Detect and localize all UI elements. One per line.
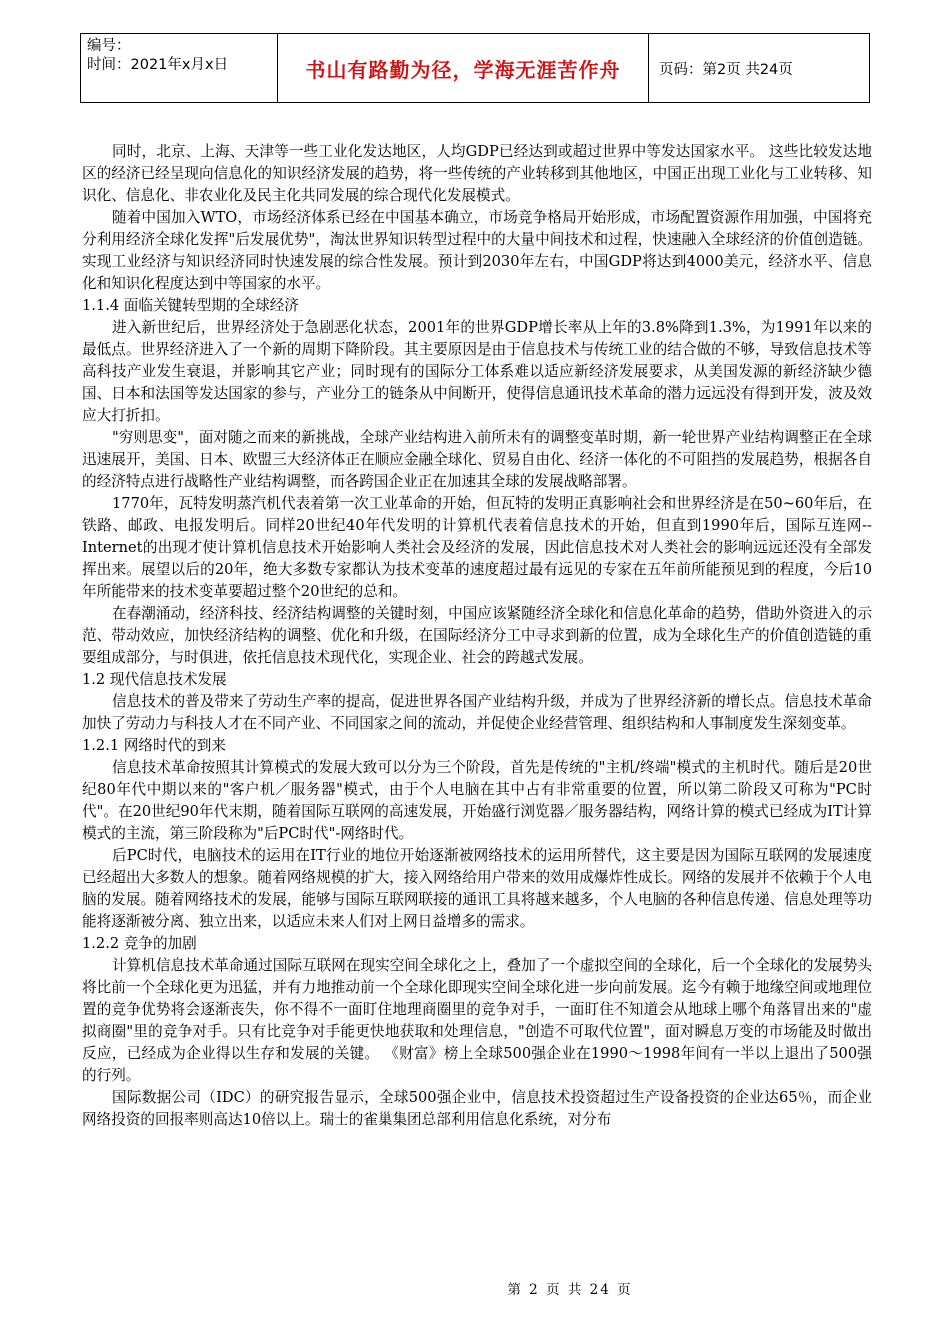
paragraph: 同时，北京、上海、天津等一些工业化发达地区，人均GDP已经达到或超过世界中等发达国家水平。 这些比较发达地区的经济已经呈现向信息化的知识经济发展的趋势，将一些传统的产业转移到其他地区，中国正出现工业化与工业转移、知识化、信息化、非农业化及民主化共同发展的综合现代化发展模式。 (82, 143, 872, 204)
header-meta (81, 34, 278, 102)
paragraph: 信息技术革命按照其计算模式的发展大致可以分为三个阶段，首先是传统的"主机/终端"模式的主机时代。随后是20世纪80年代中期以来的"客户机／服务器"模式，由于个人电脑在其中占有非常重要的位置，所以第二阶段又可称为"PC时代"。在20世纪90年代末期，随着国际互联网的高速发展，开始盛行浏览器／服务器结构，网络计算的模式已经成为IT计算模式的主流，第三阶段称为"后PC时代"-网络时代。 (82, 759, 872, 842)
paragraph: 随着中国加入WTO，市场经济体系已经在中国基本确立，市场竞争格局开始形成，市场配置资源作用加强，中国将充分利用经济全球化发挥"后发展优势"，淘汰世界知识转型过程中的大量中间技术和过程，快速融入全球经济的价值创造链。实现工业经济与知识经济同时快速发展的综合性发展。预计到2030年左右，中国GDP将达到4000美元，经济水平、信息化和知识化程度达到中等国家的水平。 (82, 209, 872, 292)
header-page-info: 页码：第2页 共24页 (659, 61, 793, 78)
document-body (82, 141, 872, 1131)
section-heading: 1.2.2 竞争的加剧 (82, 935, 197, 952)
paragraph: 进入新世纪后，世界经济处于急剧恶化状态，2001年的世界GDP增长率从上年的3.8%降到1.3%，为1991年以来的最低点。世界经济进入了一个新的周期下降阶段。其主要原因是由于信息技术与传统工业的结合做的不够，导致信息技术等高科技产业发生衰退，并影响其它产业；同时现有的国际分工体系难以适应新经济发展要求，从美国发源的新经济缺少德国、日本和法国等发达国家的参与，产业分工的链条从中间断开，使得信息通讯技术革命的潜力远远没有得到开发，波及效应大打折扣。 (82, 319, 872, 424)
paragraph: "穷则思变"，面对随之而来的新挑战，全球产业结构进入前所未有的调整变革时期，新一轮世界产业结构调整正在全球迅速展开，美国、日本、欧盟三大经济体正在顺应金融全球化、贸易自由化、经济一体化的不可阻挡的发展趋势，根据各自的经济特点进行战略性产业结构调整，而各跨国企业正在加速其全球的发展战略部署。 (82, 429, 872, 490)
paragraph: 在春潮涌动，经济科技、经济结构调整的关键时刻，中国应该紧随经济全球化和信息化革命的趋势，借助外资进入的示范、带动效应，加快经济结构的调整、优化和升级，在国际经济分工中寻求到新的位置，成为全球化生产的价值创造链的重要组成部分，与时俱进，依托信息技术现代化，实现企业、社会的跨越式发展。 (82, 605, 872, 666)
paragraph: 计算机信息技术革命通过国际互联网在现实空间全球化之上，叠加了一个虚拟空间的全球化，后一个全球化的发展势头将比前一个全球化更为迅猛，并有力地推动前一个全球化即现实空间全球化进一步向前发展。迄今有赖于地缘空间或地理位置的竞争优势将会逐渐丧失，你不得不一面盯住地理商圈里的竞争对手，一面盯住不知道会从地球上哪个角落冒出来的"虚拟商圈"里的竞争对手。只有比竞争对手能更快地获取和处理信息，"创造不可取代位置"，面对瞬息万变的市场能及时做出反应，已经成为企业得以生存和发展的关键。 《财富》榜上全球500强企业在1990～1998年间有一半以上退出了500强的行列。 (82, 957, 872, 1084)
section-heading: 1.2 现代信息技术发展 (82, 671, 227, 688)
paragraph: 国际数据公司（IDC）的研究报告显示，全球500强企业中，信息技术投资超过生产设备投资的企业达65％，而企业网络投资的回报率则高达10倍以上。瑞士的雀巢集团总部利用信息化系统，对分布 (82, 1089, 872, 1128)
serial-label: 编号： (87, 38, 131, 54)
paragraph: 1770年，瓦特发明蒸汽机代表着第一次工业革命的开始，但瓦特的发明正真影响社会和世界经济是在50~60年后，在铁路、邮政、电报发明后。同样20世纪40年代发明的计算机代表着信息技术的开始，但直到1990年后，国际互连网-- Internet的出现才使计算机信息技术开始影响人类社会及经济的发展，因此信息技术对人类社会的影响远远还没有全部发挥出来。展望以后的20年，绝大多数专家都认为技术变革的速度超过最有远见的专家在五年前所能预见到的程度，今后10年所能带来的技术变革要超过整个20世纪的总和。 (82, 495, 872, 600)
page-footer: 第 2 页 共 24 页 (507, 1282, 633, 1298)
time-label: 时间：2021年x月x日 (87, 57, 229, 73)
header-motto: 书山有路勤为径，学海无涯苦作舟 (278, 34, 649, 102)
section-heading: 1.2.1 网络时代的到来 (82, 737, 226, 754)
section-heading: 1.1.4 面临关键转型期的全球经济 (82, 297, 299, 314)
paragraph: 后PC时代，电脑技术的运用在IT行业的地位开始逐渐被网络技术的运用所替代，这主要是因为国际互联网的发展速度已经超出大多数人的想象。随着网络规模的扩大，接入网络给用户带来的效用成爆炸性成长。网络的发展并不依赖于个人电脑的发展。随着网络技术的发展，能够与国际互联网联接的通讯工具将越来越多，个人电脑的各种信息传递、信息处理等功能将逐渐被分离、独立出来，以适应未来人们对上网日益增多的需求。 (82, 847, 872, 930)
paragraph: 信息技术的普及带来了劳动生产率的提高，促进世界各国产业结构升级，并成为了世界经济新的增长点。信息技术革命加快了劳动力与科技人才在不同产业、不同国家之间的流动，并促使企业经营管理、组织结构和人事制度发生深刻变革。 (82, 693, 872, 732)
header-table (80, 33, 870, 103)
